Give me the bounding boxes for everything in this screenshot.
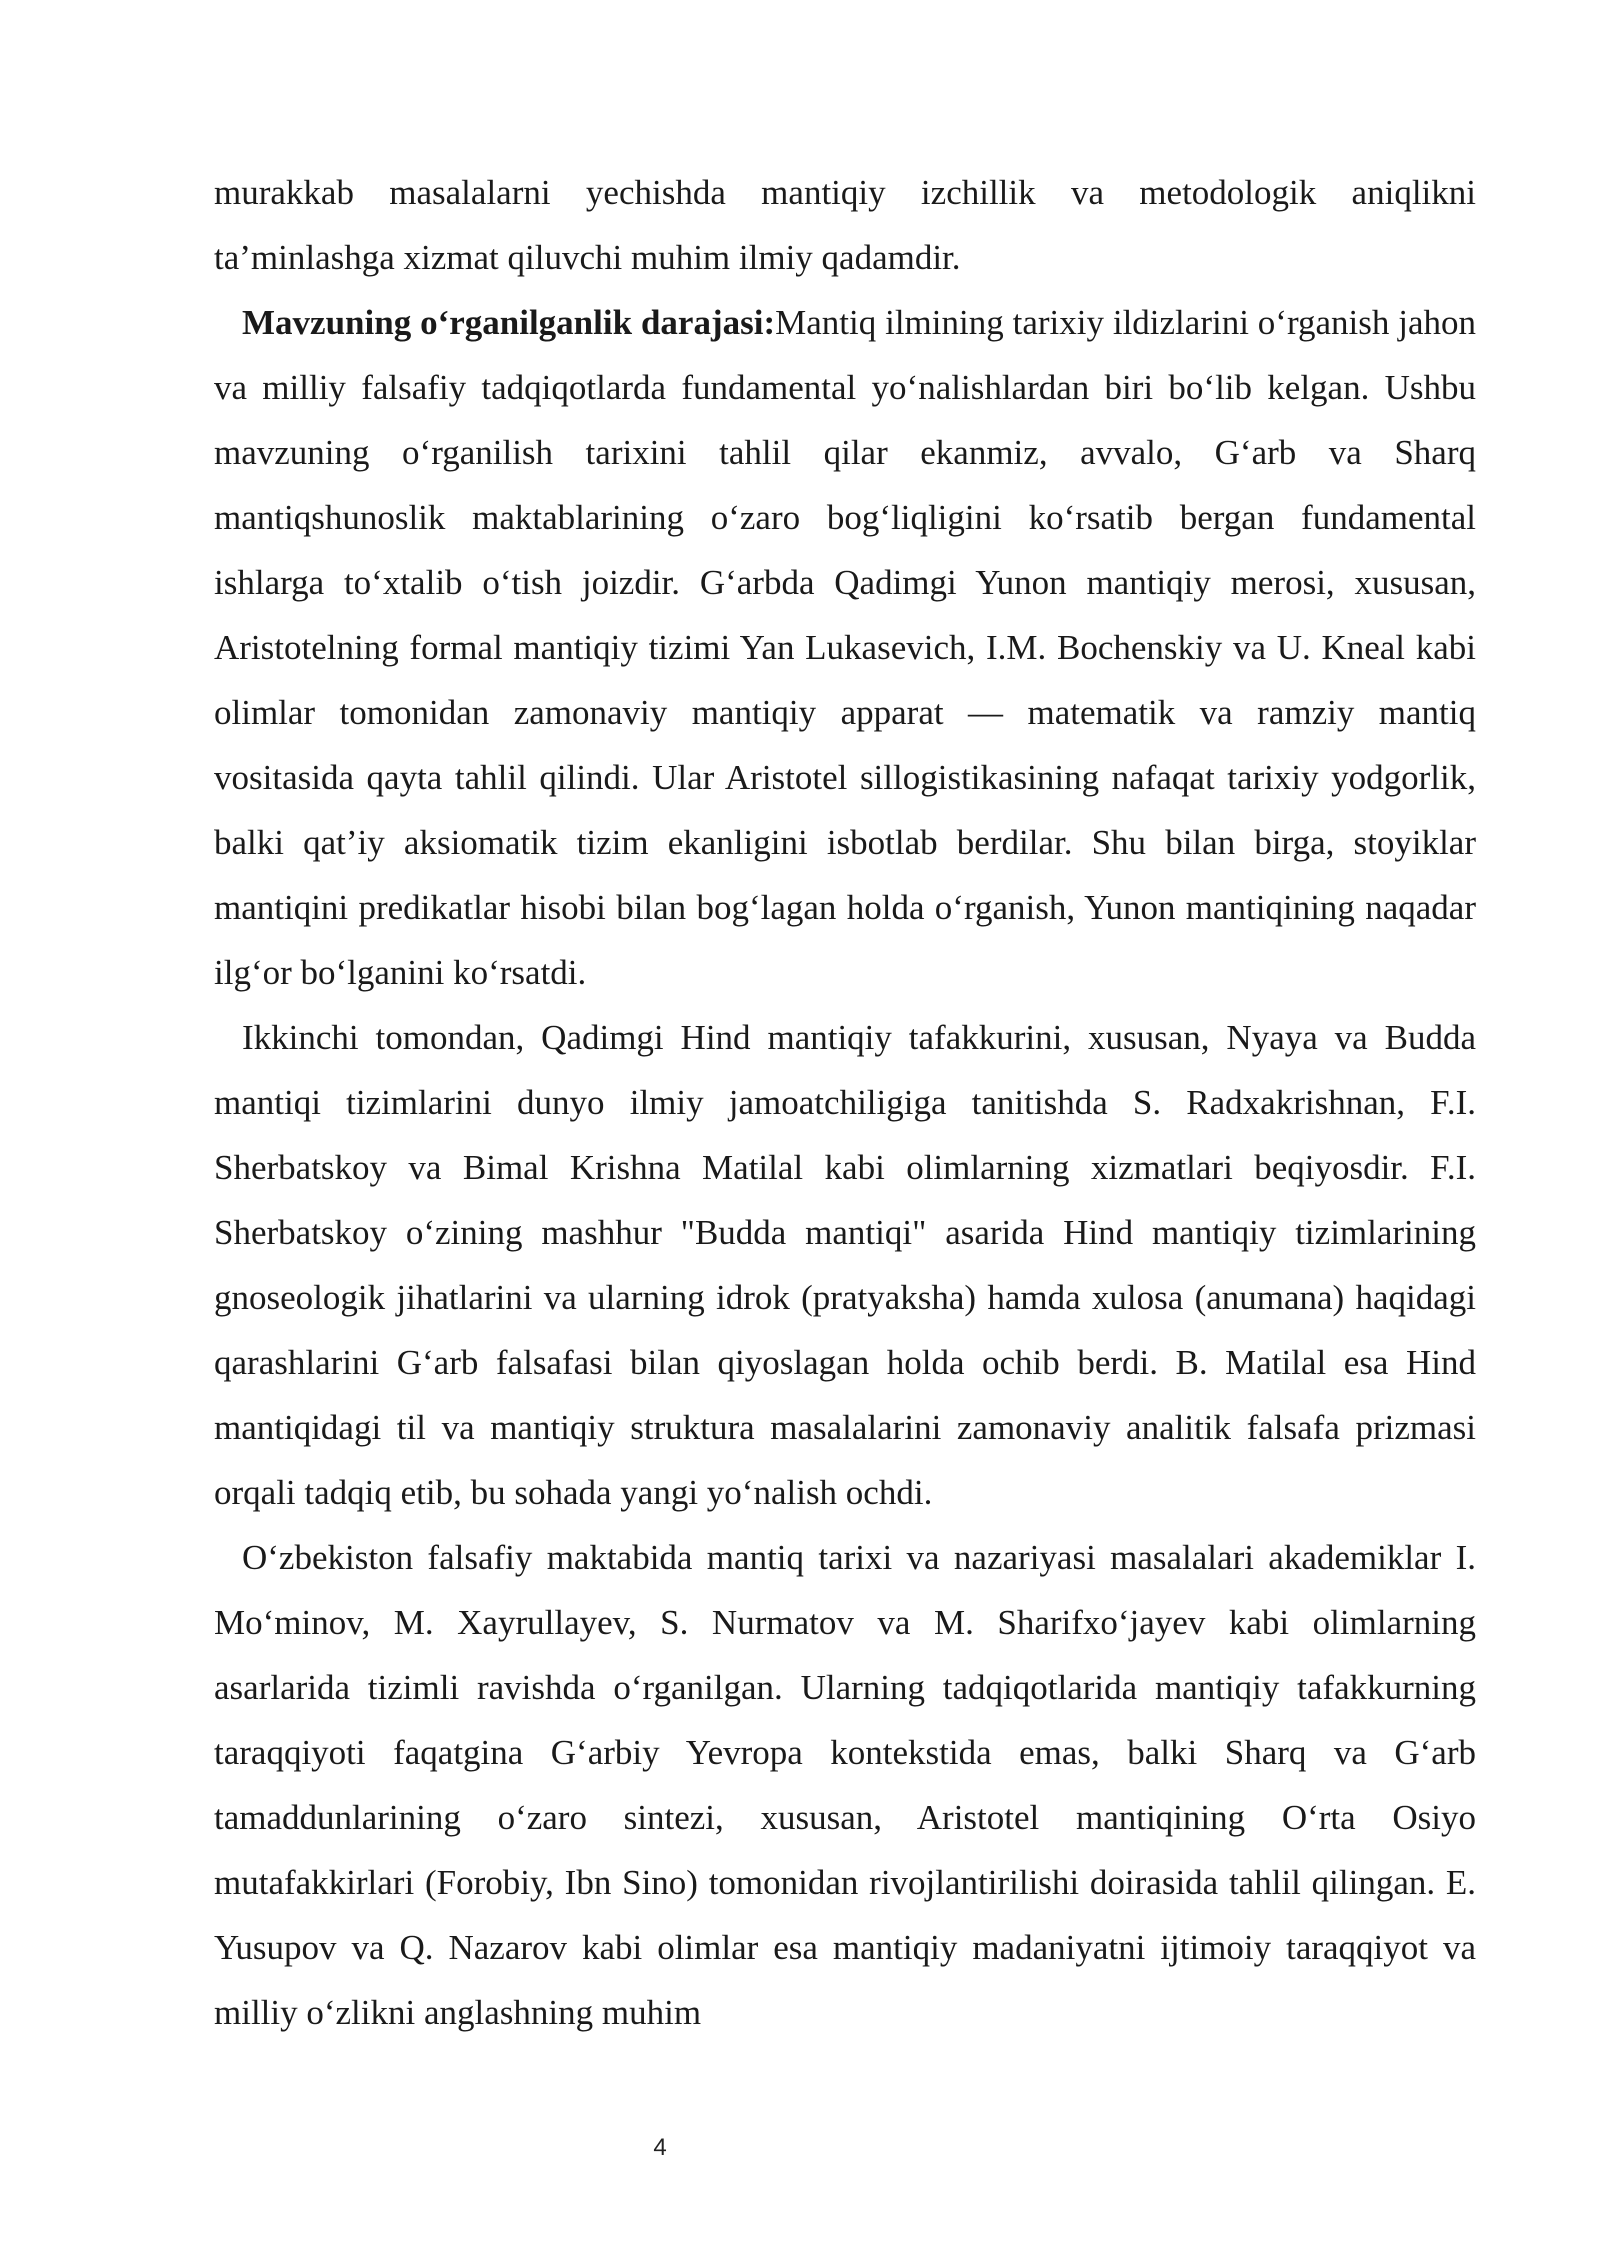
paragraph-study-degree-text: Mantiq ilmining tarixiy ildizlarini o‘rganish jahon va milliy falsafiy tadqiqotlarda fundamental yo‘nalishlardan biri bo‘lib kelgan. Ushbu mavzuning o‘rganilish tarixini tahlil qilar ekanmiz, avvalo, G‘arb va Sharq mantiqshunoslik maktablarining o‘zaro bog‘liqligini ko‘rsatib bergan fundamental ishlarga to‘xtalib o‘tish joizdir. G‘arbda Qadimgi Yunon mantiqiy merosi, xususan, Aristotelning formal mantiqiy tizimi Yan Lukasevich, I.M. Bochenskiy va U. Kneal kabi olimlar tomonidan zamonaviy mantiqiy apparat — matematik va ramziy mantiq vositasida qayta tahlil qilindi. Ular Aristotel sillogistikasining nafaqat tarixiy yodgorlik, balki qat’iy aksiomatik tizim ekanligini isbotlab berdilar. Shu bilan birga, stoyiklar mantiqini predikatlar hisobi bilan bog‘lagan holda o‘rganish, Yunon mantiqining naqadar ilg‘or bo‘lganini ko‘rsatdi. [214, 303, 1477, 992]
section-heading-inline: Mavzuning o‘rganilganlik darajasi: [242, 303, 776, 342]
paragraph-indian-logic: Ikkinchi tomondan, Qadimgi Hind mantiqiy tafakkurini, xususan, Nyaya va Budda mantiqi tizimlarini dunyo ilmiy jamoatchiligiga tanitishda S. Radxakrishnan, F.I. Sherbatskoy va Bimal Krishna Matilal kabi olimlarning xizmatlari beqiyosdir. F.I. Sherbatskoy o‘zining mashhur "Budda mantiqi" asarida Hind mantiqiy tizimlarining gnoseologik jihatlarini va ularning idrok (pratyaksha) hamda xulosa (anumana) haqidagi qarashlarini G‘arb falsafasi bilan qiyoslagan holda ochib berdi. B. Matilal esa Hind mantiqidagi til va mantiqiy struktura masalalarini zamonaviy analitik falsafa prizmasi orqali tadqiq etib, bu sohada yangi yo‘nalish ochdi. [214, 1018, 1476, 1512]
paragraph-study-degree [214, 290, 1476, 1005]
paragraph-continuation: murakkab masalalarni yechishda mantiqiy izchillik va metodologik aniqlikni ta’minlashga xizmat qiluvchi muhim ilmiy qadamdir. [214, 173, 1476, 277]
document-body [214, 160, 1476, 2045]
paragraph-uzbek-school: O‘zbekiston falsafiy maktabida mantiq tarixi va nazariyasi masalalari akademiklar I. Mo‘minov, M. Xayrullayev, S. Nurmatov va M. Sharifxo‘jayev kabi olimlarning asarlarida tizimli ravishda o‘rganilgan. Ularning tadqiqotlarida mantiqiy tafakkurning taraqqiyoti faqatgina G‘arbiy Yevropa kontekstida emas, balki Sharq va G‘arb tamaddunlarining o‘zaro sintezi, xususan, Aristotel mantiqining O‘rta Osiyo mutafakkirlari (Forobiy, Ibn Sino) tomonidan rivojlantirilishi doirasida tahlil qilingan. E. Yusupov va Q. Nazarov kabi olimlar esa mantiqiy madaniyatni ijtimoiy taraqqiyot va milliy o‘zlikni anglashning muhim [214, 1538, 1476, 2032]
page-number: 4 [653, 2134, 667, 2161]
